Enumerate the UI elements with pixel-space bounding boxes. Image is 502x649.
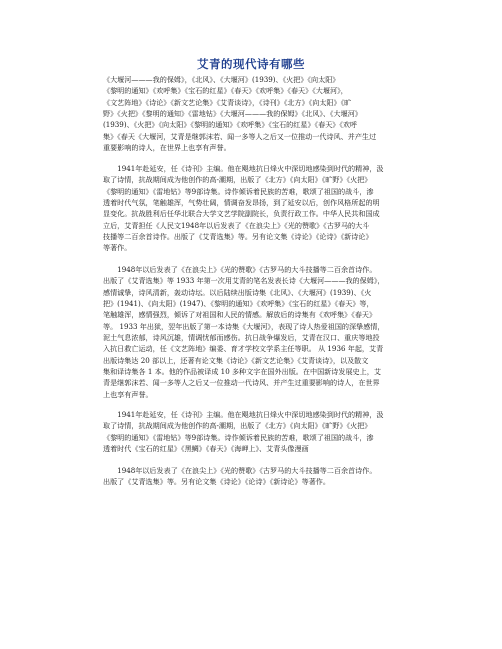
paragraph-yanan-1941	[103, 163, 399, 254]
text-line: 泥土气息浓郁，诗风沉雄，情调忧郁而感伤。抗日战争爆发后，艾青在汉口、重庆等地投	[103, 333, 380, 343]
text-line: 1948年以后发表了《在浪尖上》《光的赞歌》《古罗马的大斗技播等二百余首诗作。	[103, 265, 377, 274]
text-line: 1948年以后发表了《在浪尖上》《光的赞歌》《古罗马的大斗技播等二百余首诗作。	[103, 466, 377, 475]
text-line: 技播等二百余首诗作。出版了《艾青选集》等。另有论文集《诗论》《论诗》《新诗论》	[103, 232, 373, 242]
text-line: 集》《春天《大堰河，艾青是继郭沫若、闻一多等人之后又一位推动一代诗风、并产生过	[103, 131, 377, 141]
text-line: 重要影响的诗人，在世界上也享有声誉。	[103, 143, 231, 153]
text-line: 等著作。	[103, 243, 132, 253]
text-line: 透着时代《宝石的红星》《黑鲷》《春天》《海岬上》、艾青头像漫画	[103, 444, 309, 454]
text-line: 集和译诗集各 1 本。他的作品被译成 10 多种文字在国外出版。在中国新诗发展史上，艾	[103, 367, 381, 377]
text-line: 《黎明的通知》《欢呼集》《宝石的红星》《春天》《欢呼集》《春天》《大堰河》，	[103, 86, 348, 96]
text-line: 《黎明的通知》《雷地钻》等9部诗集。诗作倾诉着民族的苦难，歌颂了祖国的战斗，渗	[103, 186, 374, 196]
text-line: 1941年赴延安，任《诗刊》主编。他在飓地抗日烽火中深切地感染到时代的精神，汲	[103, 410, 384, 419]
text-line: 透着时代气氛，笔触雄浑，气势壮阔，情调奋发昂扬，到了延安以后，创作风格所起的明	[103, 198, 380, 208]
text-line: 入抗日救亡运动，任《文艺阵地》编委、育才学校文学系主任等职。 从 1936 年起，艾青	[103, 344, 384, 354]
paragraph-closing	[103, 465, 399, 488]
text-line: 笔触雄浑，感情强烈，倾诉了对祖国和人民的情感。解放后的诗集有《欢呼集》《春天》	[103, 310, 377, 320]
text-line: 取了诗情，抗战期间成为他创作的高-潮期，出版了《北方》《向太阳》《旷野》《火把》	[103, 421, 372, 431]
text-line: 取了诗情，抗战期间成为他创作的高-潮期，出版了《北方》《向太阳》《旷野》《火把》	[103, 175, 372, 185]
text-line: 把》(1941)、《向太阳》(1947)、《黎明的通知》《欢呼集》《宝石的红星》《春天》等，	[103, 299, 374, 309]
text-line: 《文艺阵地》《诗论》《新文艺论集》《艾青谈诗》，《诗刊》《北方》《向太阳》《旷	[103, 97, 352, 107]
text-line: 野》《火把》《黎明的通知》《雷地钻》《大堰河———我的保姆》《北风》、《大堰河》	[103, 109, 362, 119]
text-line: 《大堰河———我的保姆》，《北风》、《大堰河》(1939)、《火把》《向太阳》	[103, 75, 340, 84]
text-line: 显变化。抗战胜利后任华北联合大学文艺学院副院长，负责行政工作。中华人民共和国成	[103, 209, 380, 219]
paragraph-intro	[103, 74, 399, 153]
text-line: 等。 1933 年出狱，翌年出版了第一本诗集《大堰河》，表现了诗人热爱祖国的深挚感情，	[103, 321, 385, 331]
text-line: 感情诚挚，诗风清新，轰动诗坛。以后陆续出版诗集《北风》、《大堰河》(1939)、《火	[103, 287, 372, 297]
paragraph-yanan-repeat	[103, 409, 399, 454]
text-line: 出版了《艾青选集》等。另有论文集《诗论》《论诗》《新诗论》等著作。	[103, 477, 330, 487]
text-line: 《黎明的通知》《雷地钻》等9部诗集。诗作倾诉着民族的苦难，歌颂了祖国的战斗，渗	[103, 432, 374, 442]
text-line: 出版诗集达 20 部以上，还著有论文集《诗论》《新文艺论集》《艾青谈诗》，以及散文	[103, 355, 369, 365]
text-line: 立后，艾青担任《人民文1948年以后发表了《在浪尖上》《光的赞歌》《古罗马的大斗	[103, 220, 370, 230]
text-line: 出版了《艾青选集》等 1933 年第一次用艾青的笔名发表长诗《大堰河———我的保姆》，	[103, 276, 385, 286]
text-line: 1941年赴延安，任《诗刊》主编。他在飓地抗日烽火中深切地感染到时代的精神，汲	[103, 164, 384, 173]
text-line: 青是继郭沫若、闻一多等人之后又一位推动一代诗风、并产生过重要影响的诗人，在世界	[103, 378, 380, 388]
document-title: 艾青的现代诗有哪些	[197, 57, 305, 71]
text-line: 上也享有声誉。	[103, 389, 153, 399]
paragraph-works-1948	[103, 264, 399, 400]
text-line: (1939)、《火把》《向太阳》《黎明的通知》《欢呼集》《宝石的红星》《春天》《欢呼	[103, 120, 358, 130]
